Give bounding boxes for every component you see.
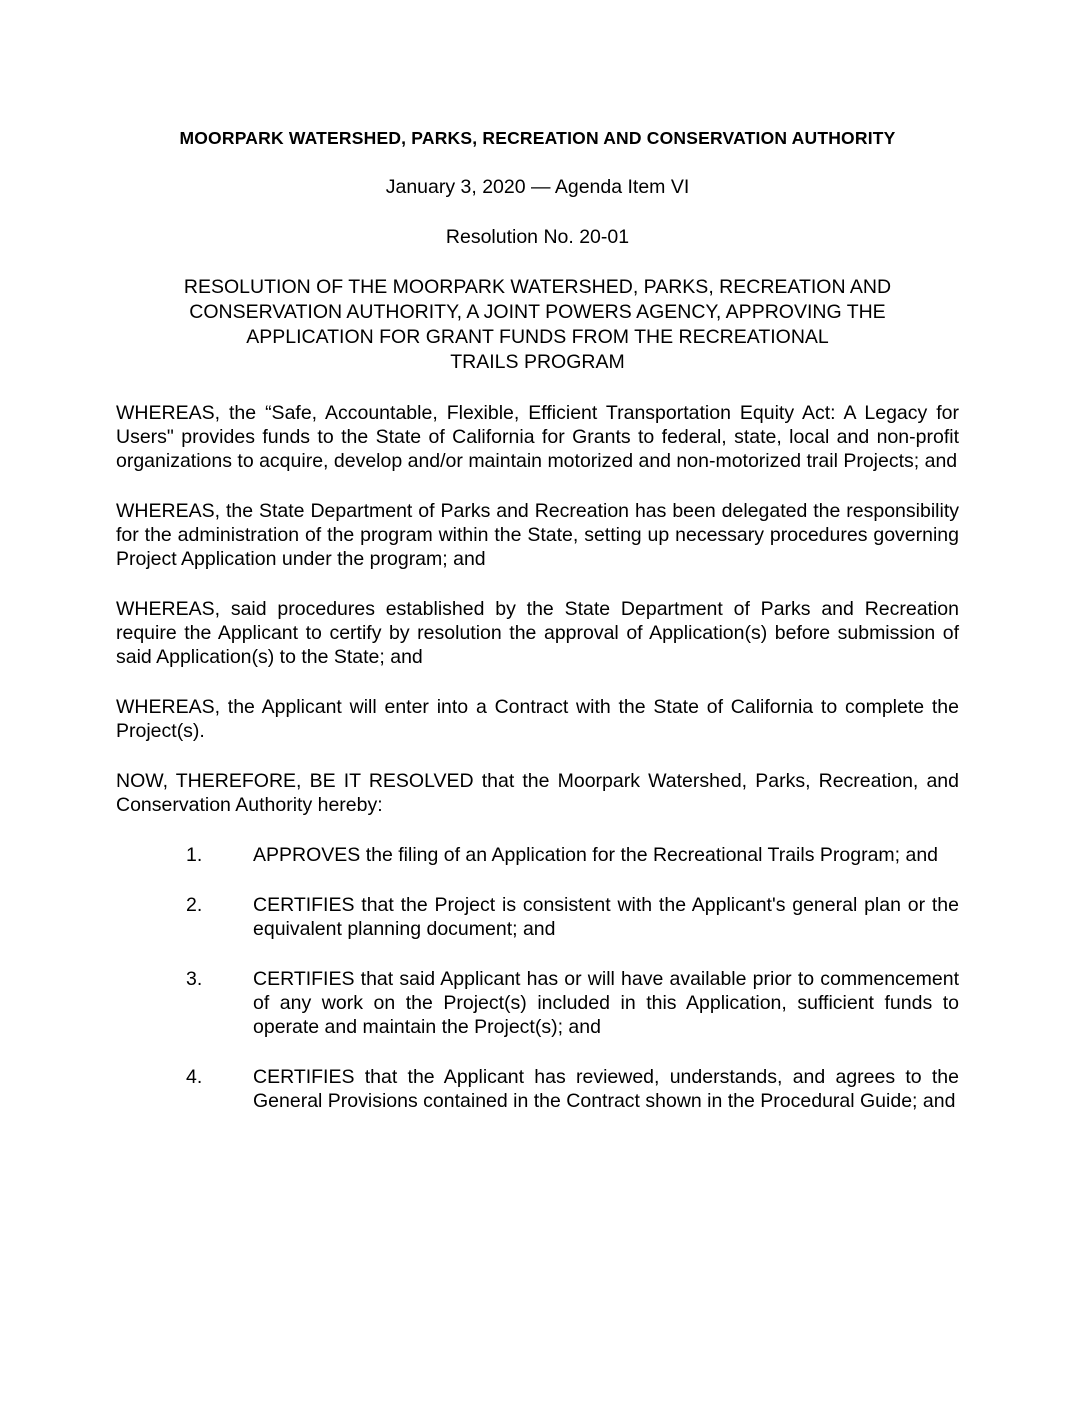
whereas-paragraph-1: WHEREAS, the “Safe, Accountable, Flexible, Efficient Transportation Equity Act: A Legacy for Users" provides funds to the State of California for Grants to federal, state, local and non-profit organizations to acquire, develop and/or maintain motorized and non-motorized trail Projects; and — [116, 402, 959, 472]
date-agenda-line: January 3, 2020 — Agenda Item VI — [385, 176, 690, 198]
now-therefore-paragraph: NOW, THEREFORE, BE IT RESOLVED that the Moorpark Watershed, Parks, Recreation, and Conservation Authority hereby: — [116, 770, 959, 816]
list-item-3-number: 3. — [186, 968, 203, 990]
list-item-1-number: 1. — [186, 844, 203, 866]
resolution-title-line-2: CONSERVATION AUTHORITY, A JOINT POWERS AGENCY, APPROVING THE — [189, 301, 886, 323]
list-item-3-text: CERTIFIES that said Applicant has or will have available prior to commencement of any work on the Project(s) included in this Application, sufficient funds to operate and maintain the Project(s); and — [253, 968, 959, 1038]
resolution-title-line-1: RESOLUTION OF THE MOORPARK WATERSHED, PARKS, RECREATION AND — [183, 276, 892, 298]
resolution-number: Resolution No. 20-01 — [445, 226, 630, 248]
list-item-2-number: 2. — [186, 894, 203, 916]
list-item-4-number: 4. — [186, 1066, 203, 1088]
list-item-4 — [186, 1065, 959, 1113]
agency-header: MOORPARK WATERSHED, PARKS, RECREATION AND CONSERVATION AUTHORITY — [179, 128, 896, 148]
list-item-1 — [186, 843, 959, 867]
whereas-paragraph-4: WHEREAS, the Applicant will enter into a Contract with the State of California to complete the Project(s). — [116, 696, 959, 742]
list-item-3 — [186, 967, 959, 1039]
list-item-1-text: APPROVES the filing of an Application for the Recreational Trails Program; and — [253, 844, 939, 866]
whereas-paragraph-3: WHEREAS, said procedures established by the State Department of Parks and Recreation require the Applicant to certify by resolution the approval of Application(s) before submission of said Application(s) to the State; and — [116, 598, 959, 668]
list-item-4-text: CERTIFIES that the Applicant has reviewed, understands, and agrees to the General Provisions contained in the Contract shown in the Procedural Guide; and — [253, 1066, 959, 1112]
resolution-title-line-4: TRAILS PROGRAM — [450, 351, 625, 373]
whereas-paragraph-2: WHEREAS, the State Department of Parks and Recreation has been delegated the responsibility for the administration of the program within the State, setting up necessary procedures governing Project Application under the program; and — [116, 500, 959, 570]
list-item-2 — [186, 893, 959, 941]
resolution-title — [116, 275, 959, 375]
resolution-title-line-3: APPLICATION FOR GRANT FUNDS FROM THE RECREATIONAL — [246, 326, 829, 348]
list-item-2-text: CERTIFIES that the Project is consistent with the Applicant's general plan or the equivalent planning document; and — [253, 894, 959, 940]
